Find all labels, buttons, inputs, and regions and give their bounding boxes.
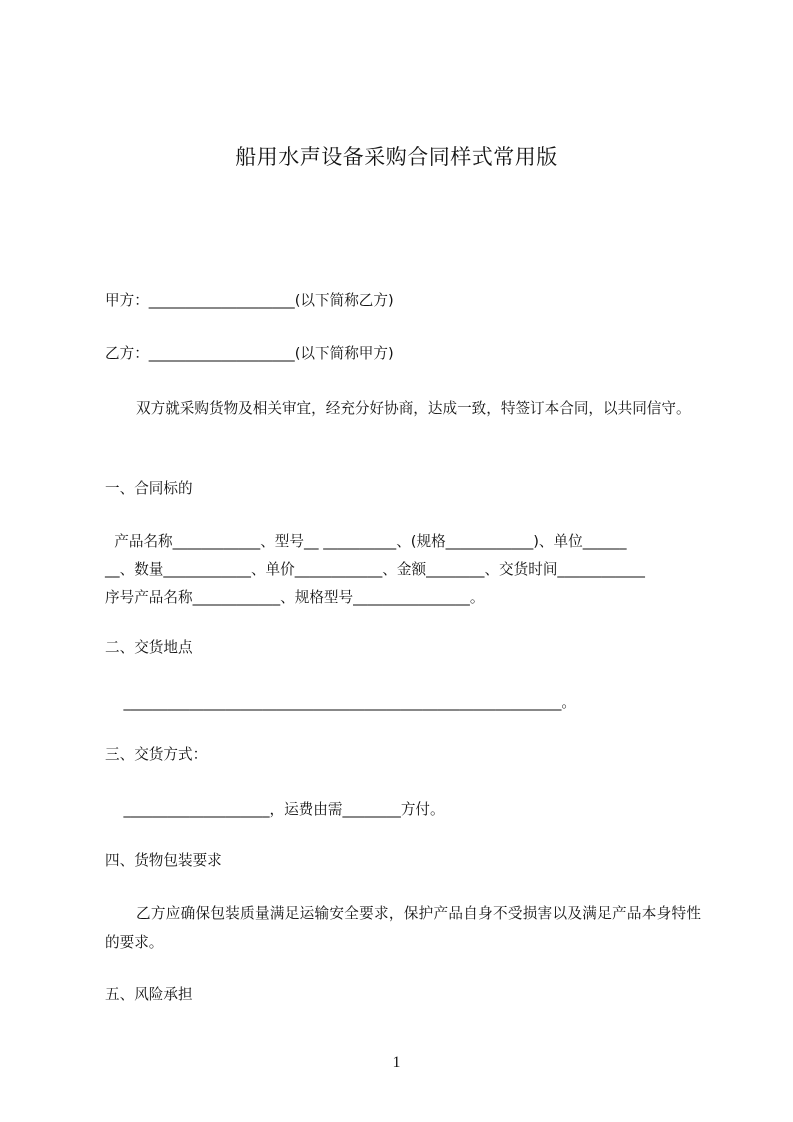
document-title: 船用水声设备采购合同样式常用版 [235, 145, 558, 169]
section-heading: 二、交货地点 [105, 639, 193, 656]
intro-paragraph: 双方就采购货物及相关审宜，经充分好协商，达成一致，特签订本合同，以共同信守。 [136, 400, 691, 417]
section-line: 序号产品名称____________、规格型号________________。 [105, 589, 485, 606]
section-line: ____________________，运费由需________方付。 [105, 801, 445, 818]
party-b-line: 乙方：____________________(以下简称甲方) [105, 345, 394, 362]
party-a-line: 甲方：____________________(以下简称乙方) [105, 292, 394, 309]
page-number: 1 [392, 1054, 401, 1071]
section-paragraph: 乙方应确保包装质量满足运输安全要求，保护产品自身不受损害以及满足产品本身特性的要求。 [105, 905, 701, 951]
section-line: __、数量____________、单价____________、金额________、交货时间____________ [105, 561, 645, 578]
section-heading: 四、货物包装要求 [105, 852, 222, 869]
section-heading: 三、交货方式： [105, 746, 208, 763]
section-heading: 五、风险承担 [105, 986, 193, 1003]
section-line: ____________________________________________________________。 [105, 694, 576, 711]
section-heading: 一、合同标的 [105, 480, 193, 497]
section-line: 产品名称____________、型号__ __________、(规格____________)、单位______ [105, 533, 627, 550]
